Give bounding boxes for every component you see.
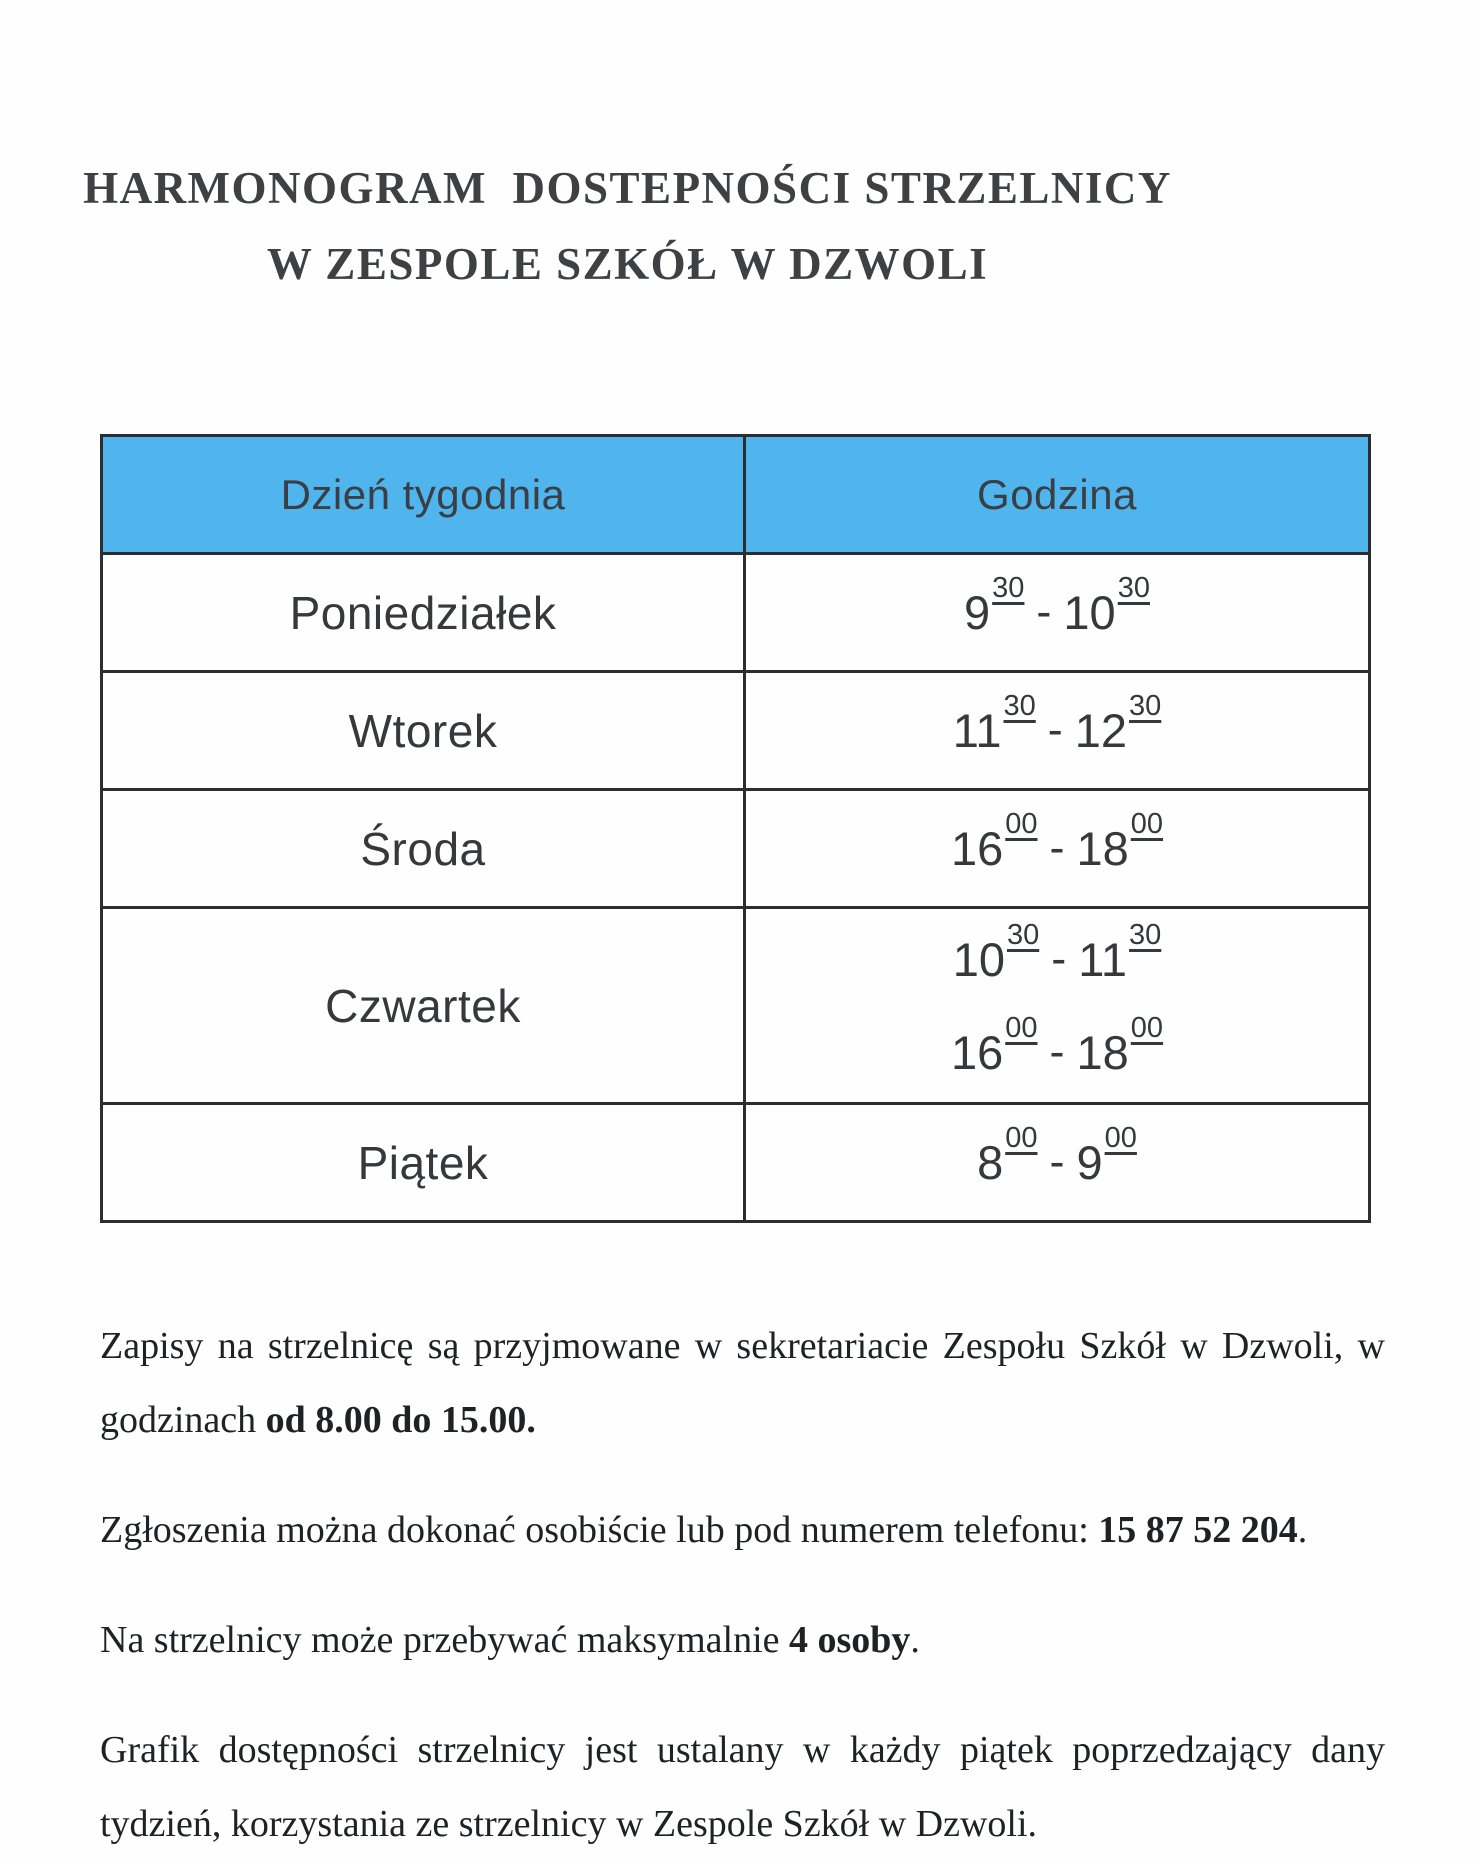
table-row-tuesday bbox=[102, 672, 1370, 790]
table-header-time: Godzina bbox=[745, 436, 1370, 554]
end-minutes: 30 bbox=[1129, 690, 1162, 723]
start-hour: 11 bbox=[952, 704, 1002, 757]
note-bold-text: 15 87 52 204 bbox=[1098, 1509, 1298, 1551]
time-range bbox=[746, 808, 1368, 878]
time-separator: - bbox=[1049, 1136, 1065, 1187]
time-separator: - bbox=[1049, 822, 1065, 873]
note-text: Na strzelnicy może przebywać maksymalnie bbox=[100, 1619, 789, 1661]
start-minutes: 30 bbox=[1006, 918, 1040, 951]
table-header-day: Dzień tygodnia bbox=[102, 436, 745, 554]
start-minutes: 30 bbox=[992, 572, 1025, 605]
note-phone bbox=[100, 1493, 1385, 1567]
start-minutes: 00 bbox=[1005, 1011, 1038, 1044]
time-range bbox=[746, 1122, 1368, 1192]
start-hour: 16 bbox=[950, 1025, 1004, 1079]
note-schedule-policy bbox=[100, 1713, 1385, 1861]
time-cell bbox=[745, 554, 1370, 672]
note-bold-text: 4 osoby bbox=[789, 1619, 911, 1661]
time-range bbox=[746, 690, 1368, 760]
table-row-monday bbox=[102, 554, 1370, 672]
schedule-table bbox=[100, 434, 1371, 1223]
end-hour: 12 bbox=[1074, 704, 1128, 757]
note-bold-text: od 8.00 do 15.00. bbox=[265, 1399, 536, 1441]
table-row-wednesday bbox=[102, 790, 1370, 908]
time-separator: - bbox=[1036, 586, 1052, 637]
day-cell: Piątek bbox=[102, 1104, 745, 1222]
end-hour: 10 bbox=[1063, 586, 1116, 639]
time-cell bbox=[745, 790, 1370, 908]
end-minutes: 30 bbox=[1129, 918, 1162, 951]
note-text: Zgłoszenia można dokonać osobiście lub pod numerem telefonu: bbox=[100, 1509, 1099, 1551]
note-registration bbox=[100, 1309, 1385, 1457]
end-minutes: 30 bbox=[1117, 572, 1150, 605]
day-cell: Czwartek bbox=[102, 908, 745, 1104]
note-text: Grafik dostępności strzelnicy jest ustalany w każdy piątek poprzedzający dany tydzień, korzystania ze strzelnicy w Zespole Szkół w Dzwoli. bbox=[100, 1729, 1385, 1845]
note-text: . bbox=[1297, 1509, 1308, 1551]
start-minutes: 00 bbox=[1005, 1122, 1038, 1155]
time-cell bbox=[745, 1104, 1370, 1222]
start-minutes: 00 bbox=[1005, 808, 1038, 841]
time-separator: - bbox=[1051, 932, 1067, 984]
start-hour: 16 bbox=[950, 822, 1004, 875]
start-minutes: 30 bbox=[1003, 690, 1036, 723]
time-separator: - bbox=[1047, 704, 1063, 755]
start-hour: 8 bbox=[977, 1136, 1004, 1189]
day-cell: Wtorek bbox=[102, 672, 745, 790]
end-hour: 18 bbox=[1076, 822, 1129, 875]
day-cell: Środa bbox=[102, 790, 745, 908]
end-hour: 9 bbox=[1076, 1136, 1103, 1189]
end-minutes: 00 bbox=[1130, 1011, 1164, 1044]
end-minutes: 00 bbox=[1130, 808, 1164, 841]
time-cell bbox=[745, 672, 1370, 790]
document-title-line2: W ZESPOLE SZKÓŁ W DZWOLI bbox=[266, 239, 989, 289]
end-hour: 18 bbox=[1076, 1025, 1129, 1079]
notes-section bbox=[100, 1309, 1385, 1861]
document-title-line1: HARMONOGRAM DOSTEPNOŚCI STRZELNICY bbox=[83, 163, 1172, 213]
time-range bbox=[746, 1011, 1368, 1082]
end-hour: 11 bbox=[1078, 932, 1128, 986]
time-range bbox=[746, 572, 1368, 642]
document-title bbox=[10, 150, 1245, 302]
note-capacity bbox=[100, 1603, 1385, 1677]
table-row-friday bbox=[102, 1104, 1370, 1222]
start-hour: 9 bbox=[964, 586, 991, 639]
table-row-thursday bbox=[102, 908, 1370, 1104]
end-minutes: 00 bbox=[1104, 1122, 1137, 1155]
table-header-row bbox=[102, 436, 1370, 554]
time-cell bbox=[745, 908, 1370, 1104]
time-separator: - bbox=[1049, 1025, 1065, 1077]
start-hour: 10 bbox=[952, 932, 1005, 986]
note-text: Zapisy na strzelnicę są przyjmowane w sekretariacie Zespołu Szkół w Dzwoli, w godzinach bbox=[100, 1325, 1385, 1441]
note-text: . bbox=[910, 1619, 920, 1661]
day-cell: Poniedziałek bbox=[102, 554, 745, 672]
time-range bbox=[746, 918, 1368, 989]
